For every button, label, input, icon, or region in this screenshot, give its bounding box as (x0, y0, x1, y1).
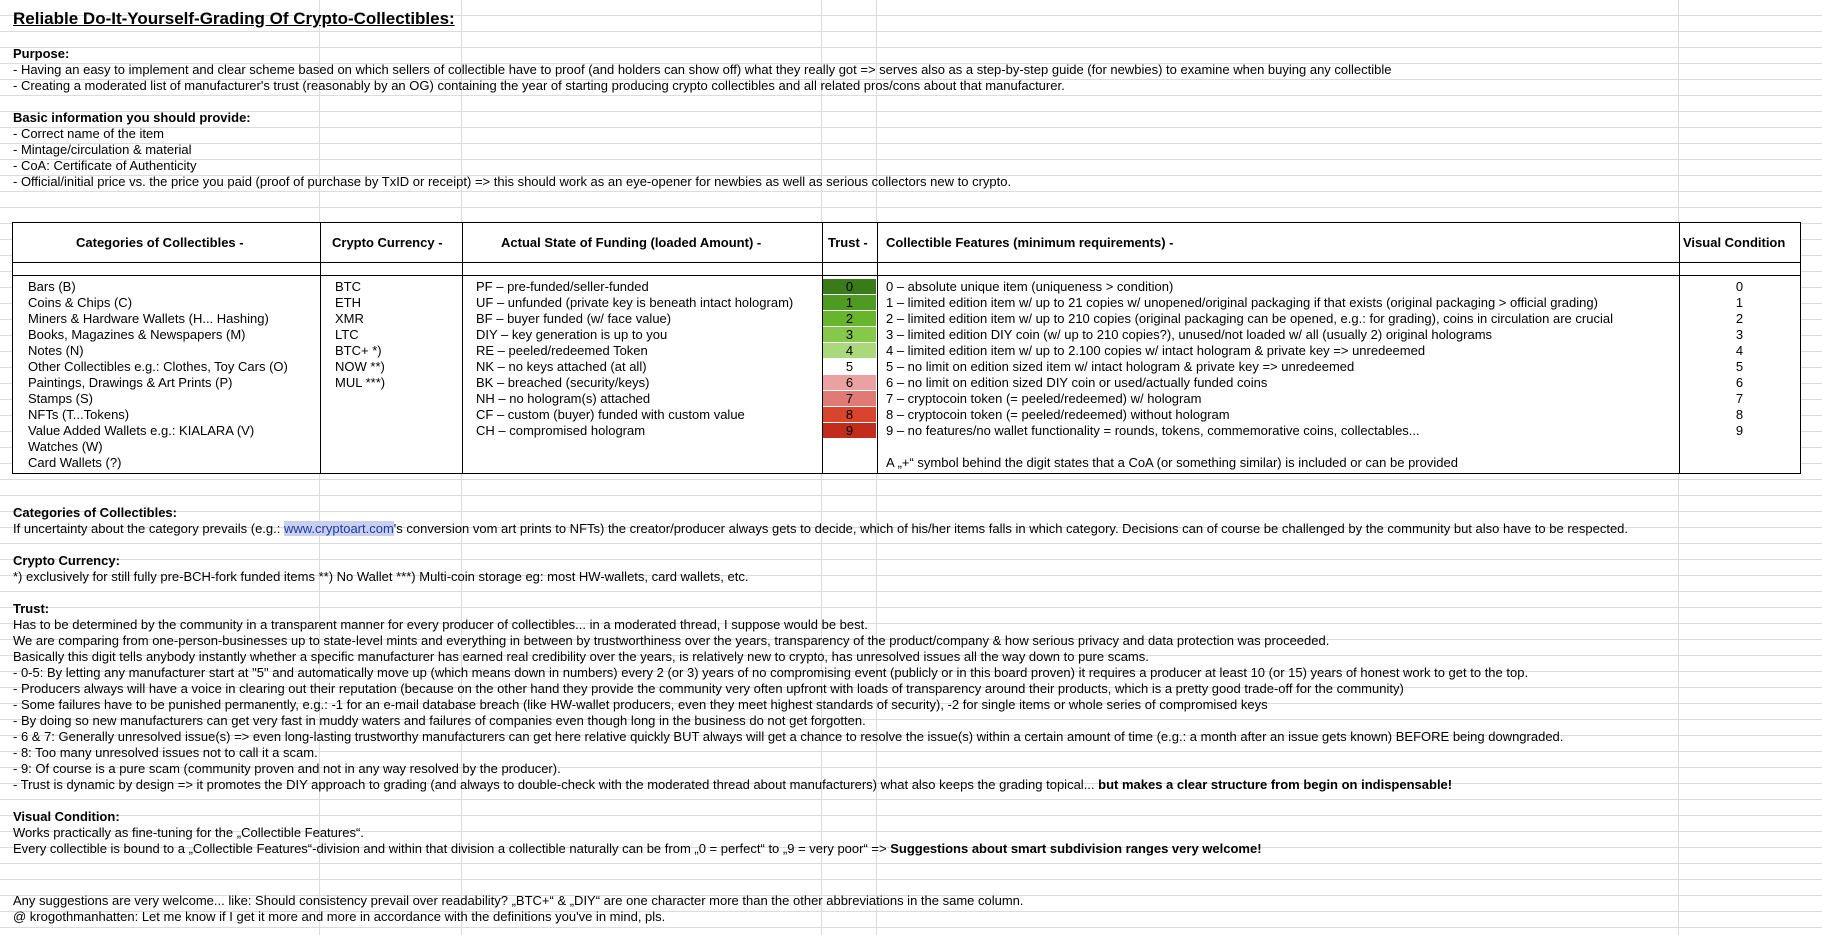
feature-item: 2 – limited edition item w/ up to 210 copies (original packaging can be opened, e.g.: for grading), coins in circulation are crucial (886, 311, 1613, 326)
funding-item: BF – buyer funded (w/ face value) (476, 311, 672, 326)
visual-condition-line: Works practically as fine-tuning for the „Collectible Features“. (13, 825, 364, 840)
trust-last-bold: but makes a clear structure from begin on indispensable! (1098, 777, 1453, 792)
basic-info-line: - Correct name of the item (13, 126, 164, 141)
currency-item: XMR (335, 311, 364, 326)
visual-line2-bold: Suggestions about smart subdivision ranges very welcome! (890, 841, 1262, 856)
feature-item: 4 – limited edition item w/ up to 2.100 copies w/ intact hologram & private key => unredeemed (886, 343, 1426, 358)
currency-item: ETH (335, 295, 361, 310)
feature-item: 5 – no limit on edition sized item w/ intact hologram & private key => unredeemed (886, 359, 1355, 374)
basic-info-heading: Basic information you should provide: (13, 110, 251, 125)
trust-line: - 9: Of course is a pure scam (community proven and not in any way resolved by the producer). (13, 761, 561, 776)
funding-item: DIY – key generation is up to you (476, 327, 668, 342)
trust-line-last (13, 777, 1452, 793)
currency-item: NOW **) (335, 359, 385, 374)
visual-condition-value: 8 (1735, 407, 1744, 422)
categories-text-pre: If uncertainty about the category prevails (e.g.: (13, 521, 284, 536)
category-item: Paintings, Drawings & Art Prints (P) (28, 375, 233, 390)
feature-item: 1 – limited edition item w/ up to 21 copies w/ unopened/original packaging if that exists (original packaging > official grading) (886, 295, 1598, 310)
visual-condition-value: 9 (1735, 423, 1744, 438)
category-item: Coins & Chips (C) (28, 295, 133, 310)
trust-level: 7 (823, 391, 876, 406)
funding-item: CF – custom (buyer) funded with custom value (476, 407, 745, 422)
trust-line: - Producers always will have a voice in clearing out their reputation (because on the other hand they provide the community very often upfront with loads of transparency around their products, which is a pretty good trade-off for the community) (13, 681, 1404, 696)
visual-condition-value: 6 (1735, 375, 1744, 390)
trust-line: - 8: Too many unresolved issues not to call it a scam. (13, 745, 318, 760)
trust-level: 5 (823, 359, 876, 374)
visual-condition-value: 7 (1735, 391, 1744, 406)
category-item: Watches (W) (28, 439, 103, 454)
currency-item: MUL ***) (335, 375, 386, 390)
header-crypto-currency: Crypto Currency - (332, 235, 443, 250)
feature-item: 7 – cryptocoin token (= peeled/redeemed) w/ hologram (886, 391, 1202, 406)
trust-level: 9 (823, 423, 876, 438)
categories-paragraph (13, 521, 1628, 537)
purpose-line: - Creating a moderated list of manufacturer's trust (reasonably by an OG) containing the year of starting producing crypto collectibles and all related pros/cons about that manufacturer. (13, 78, 1065, 93)
category-item: Stamps (S) (28, 391, 94, 406)
category-item: Miners & Hardware Wallets (H... Hashing) (28, 311, 269, 326)
feature-item: 3 – limited edition DIY coin (w/ up to 210 copies?), unused/not loaded w/ all (usually 2) original holograms (886, 327, 1493, 342)
footer-line: Any suggestions are very welcome... like: Should consistency prevail over readability? „BTC+“ & „DIY“ are one character more than the other abbreviations in the same column. (13, 893, 1024, 908)
crypto-currency-note: *) exclusively for still fully pre-BCH-fork funded items **) No Wallet ***) Multi-coin storage eg: most HW-wallets, card wallets, etc. (13, 569, 749, 584)
visual-condition-value: 3 (1735, 327, 1744, 342)
header-features: Collectible Features (minimum requirements) - (886, 235, 1174, 250)
header-trust: Trust - (828, 235, 868, 250)
trust-level: 1 (823, 295, 876, 310)
trust-level: 2 (823, 311, 876, 326)
visual-condition-value: 4 (1735, 343, 1744, 358)
trust-level: 8 (823, 407, 876, 422)
header-visual-condition: Visual Condition (1683, 235, 1786, 250)
visual-condition-line (13, 841, 1262, 857)
grading-table (12, 222, 1801, 474)
trust-line: - Some failures have to be punished permanently, e.g.: -1 for an e-mail database breach (like HW-wallet producers, even they meet highest standards of security), -2 for single items or whole series of compromised keys (13, 697, 1268, 712)
feature-item: 8 – cryptocoin token (= peeled/redeemed) without hologram (886, 407, 1230, 422)
funding-item: PF – pre-funded/seller-funded (476, 279, 649, 294)
trust-line: - 6 & 7: Generally unresolved issue(s) => even long-lasting trustworthy manufacturers can get here relative quickly BUT always will get a chance to resolve the issue(s) within a certain amount of time (e.g.: a month after an issue gets known) BEFORE being downgraded. (13, 729, 1564, 744)
header-funding: Actual State of Funding (loaded Amount) - (501, 235, 762, 250)
trust-level: 6 (823, 375, 876, 390)
funding-item: UF – unfunded (private key is beneath intact hologram) (476, 295, 794, 310)
visual-condition-value: 2 (1735, 311, 1744, 326)
trust-level: 0 (823, 279, 876, 294)
trust-line: Has to be determined by the community in a transparent manner for every producer of collectibles... in a moderated thread, I suppose would be best. (13, 617, 868, 632)
basic-info-line: - Mintage/circulation & material (13, 142, 192, 157)
funding-item: NH – no hologram(s) attached (476, 391, 651, 406)
trust-level: 4 (823, 343, 876, 358)
visual-condition-value: 0 (1735, 279, 1744, 294)
currency-item: BTC+ *) (335, 343, 382, 358)
categories-text-post: 's conversion vom art prints to NFTs) the creator/producer always gets to decide, which of his/her items falls in which category. Decisions can of course be challenged by the community but also have to be respected. (393, 521, 1629, 536)
category-item: Other Collectibles e.g.: Clothes, Toy Cars (O) (28, 359, 288, 374)
purpose-line: - Having an easy to implement and clear scheme based on which sellers of collectible have to proof (and holders can show off) what they really got => serves also as a step-by-step guide (for newbies) to examine when buying any collectible (13, 62, 1392, 77)
funding-item: CH – compromised hologram (476, 423, 646, 438)
category-item: Notes (N) (28, 343, 84, 358)
trust-level: 3 (823, 327, 876, 342)
trust-line: - By doing so new manufacturers can get very fast in muddy waters and failures of companies even though long in the business do not get forgotten. (13, 713, 866, 728)
trust-line: We are comparing from one-person-businesses up to state-level mints and everything in between by trustworthiness over the years, transparency of the product/company & how serious privacy and data protection was proceeded. (13, 633, 1330, 648)
trust-heading: Trust: (13, 601, 50, 616)
funding-item: NK – no keys attached (at all) (476, 359, 647, 374)
currency-item: LTC (335, 327, 359, 342)
basic-info-line: - CoA: Certificate of Authenticity (13, 158, 197, 173)
feature-item: 6 – no limit on edition sized DIY coin or used/actually funded coins (886, 375, 1268, 390)
categories-heading: Categories of Collectibles: (13, 505, 177, 520)
category-item: Bars (B) (28, 279, 76, 294)
visual-condition-value: 1 (1735, 295, 1744, 310)
category-item: Card Wallets (?) (28, 455, 122, 470)
visual-line2-plain: Every collectible is bound to a „Collectible Features“-division and within that division a collectible naturally can be from „0 = perfect“ to „9 = very poor“ => (13, 841, 891, 856)
cryptoart-link[interactable]: www.cryptoart.com (283, 521, 394, 536)
feature-item: 0 – absolute unique item (uniqueness > condition) (886, 279, 1174, 294)
funding-item: BK – breached (security/keys) (476, 375, 650, 390)
category-item: Books, Magazines & Newspapers (M) (28, 327, 246, 342)
visual-condition-heading: Visual Condition: (13, 809, 120, 824)
trust-last-plain: - Trust is dynamic by design => it promotes the DIY approach to grading (and always to double-check with the moderated thread about manufacturers) what also keeps the grading topical... (13, 777, 1099, 792)
basic-info-line: - Official/initial price vs. the price you paid (proof of purchase by TxID or receipt) => this should work as an eye-opener for newbies as well as serious collectors new to crypto. (13, 174, 1012, 189)
trust-line: - 0-5: By letting any manufacturer start at "5" and automatically move up (which means down in numbers) every 2 (or 3) years of no compromising event (publicly or in this board proven) it requires a producer at least 10 (or 15) years of honest work to get to the top. (13, 665, 1529, 680)
trust-line: Basically this digit tells anybody instantly whether a specific manufacturer has earned real credibility over the years, is relatively new to crypto, has unresolved issues all the way down to pure scams. (13, 649, 1149, 664)
currency-item: BTC (335, 279, 361, 294)
category-item: NFTs (T...Tokens) (28, 407, 130, 422)
visual-condition-value: 5 (1735, 359, 1744, 374)
purpose-heading: Purpose: (13, 46, 70, 61)
category-item: Value Added Wallets e.g.: KIALARA (V) (28, 423, 255, 438)
crypto-currency-heading: Crypto Currency: (13, 553, 120, 568)
feature-item: 9 – no features/no wallet functionality = rounds, tokens, commemorative coins, collectables... (886, 423, 1420, 438)
page-title: Reliable Do-It-Yourself-Grading Of Crypto-Collectibles: (13, 9, 455, 28)
funding-item: RE – peeled/redeemed Token (476, 343, 648, 358)
footer-line: @ krogothmanhatten: Let me know if I get it more and more in accordance with the definitions you've in mind, pls. (13, 909, 666, 924)
features-note: A „+“ symbol behind the digit states that a CoA (or something similar) is included or can be provided (886, 455, 1458, 470)
header-categories: Categories of Collectibles - (76, 235, 244, 250)
